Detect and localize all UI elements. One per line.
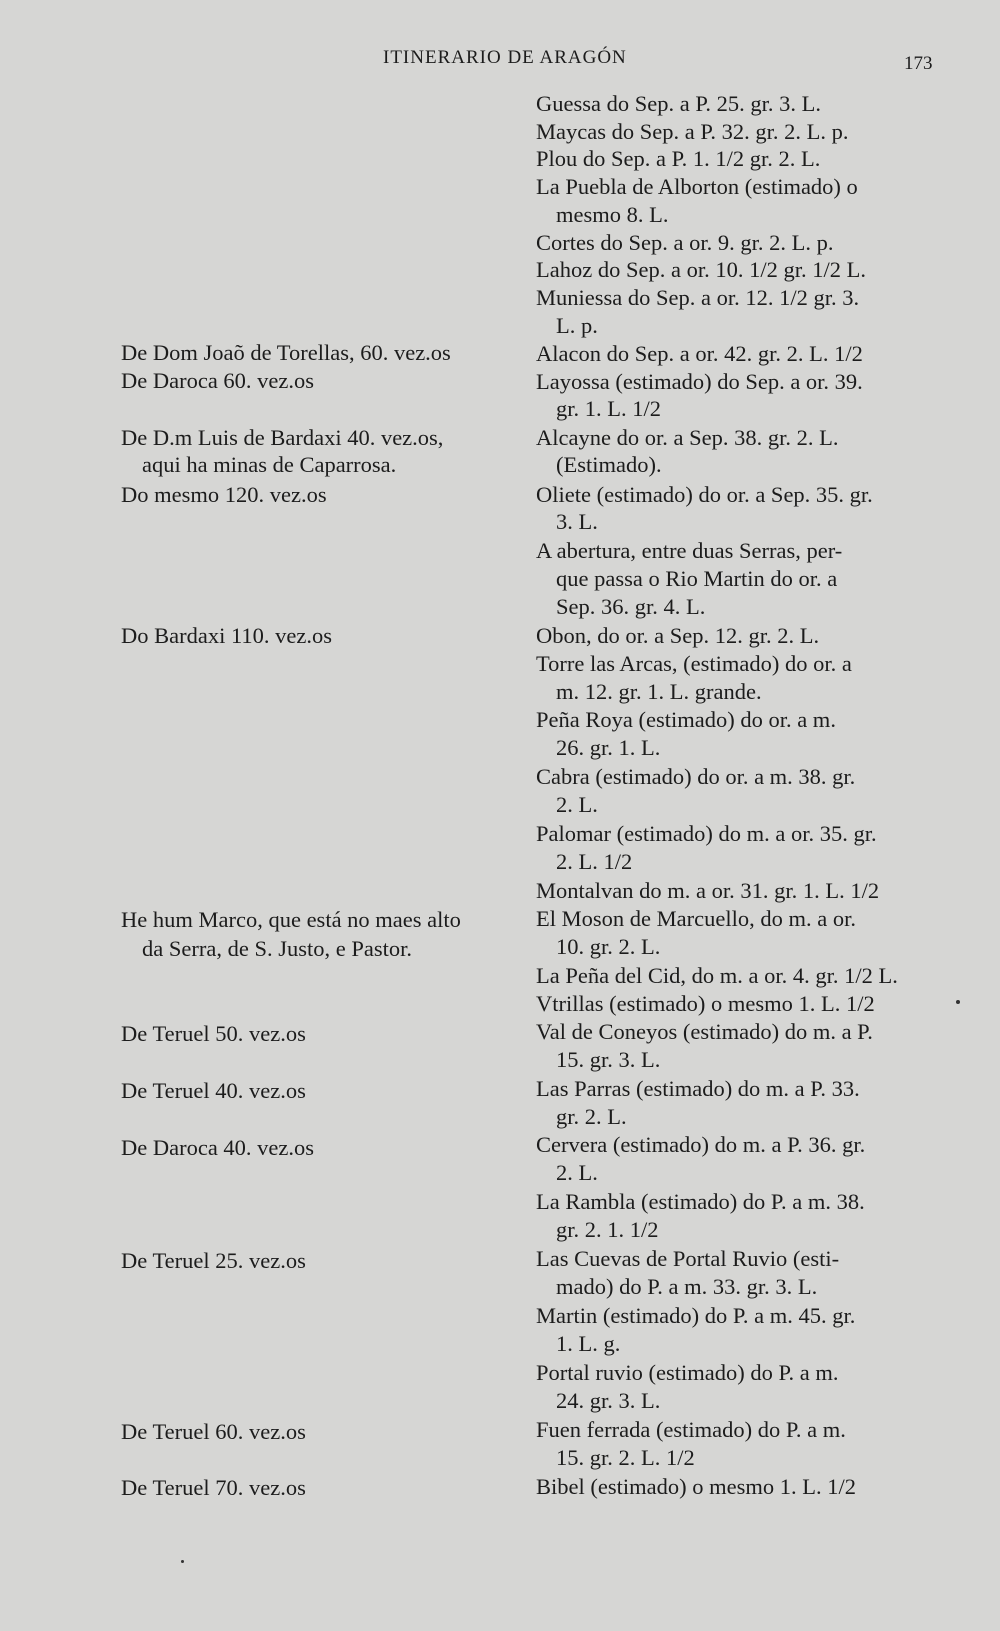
right-entry: 15. gr. 2. L. 1/2 — [556, 1445, 695, 1470]
right-entry: Peña Roya (estimado) do or. a m. — [536, 707, 836, 732]
right-entry: 2. L. — [556, 792, 598, 817]
left-entry: da Serra, de S. Justo, e Pastor. — [142, 936, 412, 961]
right-entry: Martin (estimado) do P. a m. 45. gr. — [536, 1303, 856, 1328]
left-entry: De Daroca 40. vez.os — [121, 1135, 315, 1160]
right-entry: Las Cuevas de Portal Ruvio (esti- — [536, 1246, 840, 1271]
right-entry: m. 12. gr. 1. L. grande. — [556, 679, 762, 704]
right-entry: mado) do P. a m. 33. gr. 3. L. — [556, 1274, 818, 1299]
right-entry: gr. 2. L. — [556, 1104, 627, 1129]
left-entry: De Teruel 40. vez.os — [121, 1078, 306, 1103]
right-entry: Cabra (estimado) do or. a m. 38. gr. — [536, 764, 856, 789]
right-entry: 3. L. — [556, 509, 598, 534]
right-entry: Montalvan do m. a or. 31. gr. 1. L. 1/2 — [536, 878, 880, 903]
right-entry: Lahoz do Sep. a or. 10. 1/2 gr. 1/2 L. — [536, 257, 866, 282]
right-entry: Maycas do Sep. a P. 32. gr. 2. L. p. — [536, 119, 849, 144]
right-entry: 26. gr. 1. L. — [556, 735, 661, 760]
right-entry: 2. L. 1/2 — [556, 849, 633, 874]
right-entry: La Peña del Cid, do m. a or. 4. gr. 1/2 L. — [536, 963, 898, 988]
right-entry: 15. gr. 3. L. — [556, 1047, 661, 1072]
right-entry: Val de Coneyos (estimado) do m. a P. — [536, 1019, 873, 1044]
right-entry: Oliete (estimado) do or. a Sep. 35. gr. — [536, 482, 873, 507]
right-entry: La Puebla de Alborton (estimado) o — [536, 174, 858, 199]
right-entry: 24. gr. 3. L. — [556, 1388, 661, 1413]
right-entry: Cortes do Sep. a or. 9. gr. 2. L. p. — [536, 230, 834, 255]
running-header: ITINERARIO DE ARAGÓN — [383, 47, 627, 68]
left-entry: Do Bardaxi 110. vez.os — [121, 623, 332, 648]
right-entry: Palomar (estimado) do m. a or. 35. gr. — [536, 821, 877, 846]
right-entry: Cervera (estimado) do m. a P. 36. gr. — [536, 1132, 866, 1157]
right-entry: A abertura, entre duas Serras, per- — [536, 538, 843, 563]
right-entry: El Moson de Marcuello, do m. a or. — [536, 906, 856, 931]
left-entry: De Dom Joaõ de Torellas, 60. vez.os — [121, 340, 451, 365]
print-speck — [181, 1560, 184, 1563]
left-entry: De D.m Luis de Bardaxi 40. vez.os, — [121, 425, 444, 450]
right-entry: Plou do Sep. a P. 1. 1/2 gr. 2. L. — [536, 146, 821, 171]
right-entry: Alcayne do or. a Sep. 38. gr. 2. L. — [536, 425, 839, 450]
right-entry: mesmo 8. L. — [556, 202, 669, 227]
right-entry: 1. L. g. — [556, 1331, 621, 1356]
left-entry: De Teruel 60. vez.os — [121, 1419, 306, 1444]
left-entry: De Daroca 60. vez.os — [121, 368, 315, 393]
print-speck — [956, 1000, 960, 1004]
right-entry: gr. 2. 1. 1/2 — [556, 1217, 659, 1242]
left-entry: De Teruel 70. vez.os — [121, 1475, 306, 1500]
left-entry: De Teruel 25. vez.os — [121, 1248, 306, 1273]
right-entry: La Rambla (estimado) do P. a m. 38. — [536, 1189, 865, 1214]
right-entry: Portal ruvio (estimado) do P. a m. — [536, 1360, 839, 1385]
right-entry: L. p. — [556, 313, 598, 338]
right-entry: Las Parras (estimado) do m. a P. 33. — [536, 1076, 860, 1101]
left-entry: He hum Marco, que está no maes alto — [121, 907, 461, 932]
right-entry: Bibel (estimado) o mesmo 1. L. 1/2 — [536, 1474, 856, 1499]
right-entry: (Estimado). — [556, 452, 662, 477]
left-entry: Do mesmo 120. vez.os — [121, 482, 327, 507]
right-entry: Layossa (estimado) do Sep. a or. 39. — [536, 369, 863, 394]
right-entry: Fuen ferrada (estimado) do P. a m. — [536, 1417, 846, 1442]
right-entry: 2. L. — [556, 1160, 598, 1185]
right-entry: Guessa do Sep. a P. 25. gr. 3. L. — [536, 91, 821, 116]
right-entry: Torre las Arcas, (estimado) do or. a — [536, 651, 852, 676]
right-entry: Alacon do Sep. a or. 42. gr. 2. L. 1/2 — [536, 341, 863, 366]
left-entry: De Teruel 50. vez.os — [121, 1021, 306, 1046]
right-entry: Muniessa do Sep. a or. 12. 1/2 gr. 3. — [536, 285, 860, 310]
right-entry: gr. 1. L. 1/2 — [556, 396, 661, 421]
right-entry: 10. gr. 2. L. — [556, 934, 661, 959]
right-entry: Vtrillas (estimado) o mesmo 1. L. 1/2 — [536, 991, 875, 1016]
right-entry: Obon, do or. a Sep. 12. gr. 2. L. — [536, 623, 820, 648]
right-entry: que passa o Rio Martin do or. a — [556, 566, 838, 591]
page-number: 173 — [904, 53, 933, 74]
right-entry: Sep. 36. gr. 4. L. — [556, 594, 706, 619]
left-entry: aqui ha minas de Caparrosa. — [142, 452, 397, 477]
